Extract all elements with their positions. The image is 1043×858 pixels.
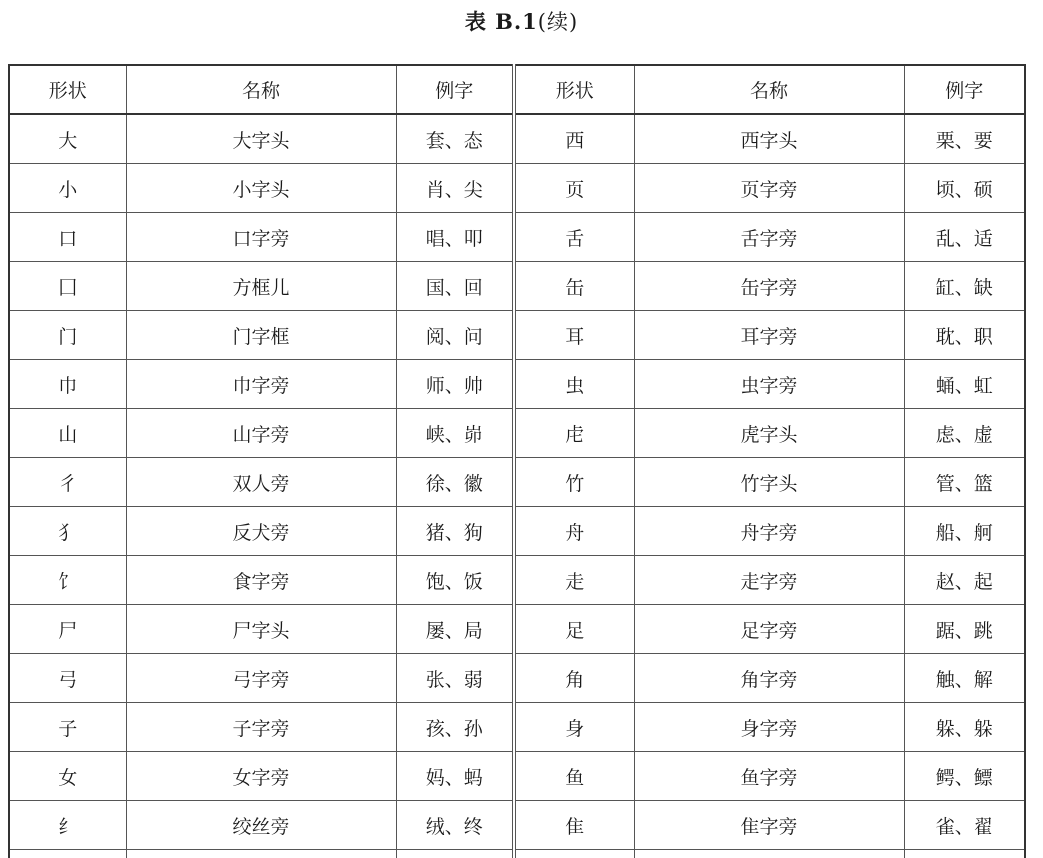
table-caption-continued: (续)	[538, 10, 578, 34]
cell-name-left: 弓字旁	[126, 654, 396, 703]
cell-name-left: 子字旁	[126, 703, 396, 752]
cell-examples-left: 绒、终	[396, 801, 514, 850]
header-name-right: 名称	[634, 65, 904, 114]
cell-examples-right: 雀、翟	[904, 801, 1025, 850]
table-header	[9, 65, 1025, 114]
cell-examples-right: 踞、跳	[904, 605, 1025, 654]
cell-shape-right: 舌	[514, 213, 634, 262]
cell-examples-left: 屡、局	[396, 605, 514, 654]
cell-shape-left: 饣	[9, 556, 126, 605]
cell-name-right: 西字头	[634, 114, 904, 164]
table-caption-number: 表 B.1	[465, 9, 538, 34]
cell-name-right: 身字旁	[634, 703, 904, 752]
cell-examples-right: 赵、起	[904, 556, 1025, 605]
cell-examples-left: 张、弱	[396, 654, 514, 703]
header-name-left: 名称	[126, 65, 396, 114]
cell-name-left: 山字旁	[126, 409, 396, 458]
cell-shape-left: 弓	[9, 654, 126, 703]
cell-name-right: 虎字头	[634, 409, 904, 458]
cell-examples-right: 顷、硕	[904, 164, 1025, 213]
cell-shape-right: 足	[514, 605, 634, 654]
table-row	[9, 360, 1025, 409]
cell-name-left: 大字头	[126, 114, 396, 164]
table-row	[9, 114, 1025, 164]
cell-shape-right: 虫	[514, 360, 634, 409]
cell-shape-right: 缶	[514, 262, 634, 311]
cell-examples-right: 栗、要	[904, 114, 1025, 164]
cell-examples-left: 猪、狗	[396, 507, 514, 556]
radical-table	[8, 64, 1026, 858]
cell-name-left: 尸字头	[126, 605, 396, 654]
cell-name-left: 口字旁	[126, 213, 396, 262]
table-row	[9, 213, 1025, 262]
cell-name-right: 鱼字旁	[634, 752, 904, 801]
table-row	[9, 703, 1025, 752]
cell-examples-right: 管、篮	[904, 458, 1025, 507]
table-row	[9, 164, 1025, 213]
cell-examples-right: 触、解	[904, 654, 1025, 703]
cell-examples-right: 蛹、虹	[904, 360, 1025, 409]
cell-examples-right: 鳄、鳔	[904, 752, 1025, 801]
cell-shape-left: 门	[9, 311, 126, 360]
cell-shape-right: 耳	[514, 311, 634, 360]
cell-name-right: 页字旁	[634, 164, 904, 213]
cell-shape-left: 口	[9, 213, 126, 262]
cell-examples-left: 孩、孙	[396, 703, 514, 752]
table-row	[9, 752, 1025, 801]
cell-name-right: 隹字旁	[634, 801, 904, 850]
cell-name-left: 小字头	[126, 164, 396, 213]
cell-examples-left: 唱、叩	[396, 213, 514, 262]
cell-examples-left: 妈、蚂	[396, 752, 514, 801]
table-row	[9, 409, 1025, 458]
cell-shape-left: 山	[9, 409, 126, 458]
header-examples-left: 例字	[396, 65, 514, 114]
cell-name-right: 虫字旁	[634, 360, 904, 409]
cell-shape-right: 西	[514, 114, 634, 164]
cell-shape-left: 囗	[9, 262, 126, 311]
cell-examples-right: 船、舸	[904, 507, 1025, 556]
table-body	[9, 114, 1025, 858]
cell-shape-right: 舟	[514, 507, 634, 556]
header-row	[9, 65, 1025, 114]
cell-shape-right: 虍	[514, 409, 634, 458]
cell-examples-right: 虑、虚	[904, 409, 1025, 458]
cell-shape-right: 身	[514, 703, 634, 752]
cell-examples-right: 乱、适	[904, 213, 1025, 262]
cell-name-right: 足字旁	[634, 605, 904, 654]
table-row	[9, 605, 1025, 654]
cell-shape-right: 走	[514, 556, 634, 605]
cell-name-right: 走字旁	[634, 556, 904, 605]
cell-name-left: 反犬旁	[126, 507, 396, 556]
cell-name-right: 耳字旁	[634, 311, 904, 360]
header-examples-right: 例字	[904, 65, 1025, 114]
cell-name-left: 方框儿	[126, 262, 396, 311]
cell-shape-right: 竹	[514, 458, 634, 507]
cell-examples-left: 肖、尖	[396, 164, 514, 213]
cell-shape-left: 彳	[9, 458, 126, 507]
cell-name-right: 舌字旁	[634, 213, 904, 262]
cell-name-left: 绞丝旁	[126, 801, 396, 850]
cell-name-left: 女字旁	[126, 752, 396, 801]
cell-examples-left: 峡、峁	[396, 409, 514, 458]
cell-shape-right: 页	[514, 164, 634, 213]
cell-examples-left: 国、回	[396, 262, 514, 311]
cell-examples-right: 耽、职	[904, 311, 1025, 360]
cell-examples-left: 师、帅	[396, 360, 514, 409]
table-row	[9, 507, 1025, 556]
cell-shape-right: 鱼	[514, 752, 634, 801]
cell-shape-left: 小	[9, 164, 126, 213]
table-caption	[0, 6, 1043, 36]
cell-examples-left: 套、态	[396, 114, 514, 164]
cell-name-left: 门字框	[126, 311, 396, 360]
header-shape-left: 形状	[9, 65, 126, 114]
cell-shape-left: 巾	[9, 360, 126, 409]
cell-name-right: 竹字头	[634, 458, 904, 507]
cell-shape-right: 角	[514, 654, 634, 703]
cell-examples-right: 躲、躲	[904, 703, 1025, 752]
cell-name-left: 食字旁	[126, 556, 396, 605]
cell-name-right: 缶字旁	[634, 262, 904, 311]
cell-name-left: 巾字旁	[126, 360, 396, 409]
cell-shape-right: 隹	[514, 801, 634, 850]
cell-examples-left: 徐、徽	[396, 458, 514, 507]
header-shape-right: 形状	[514, 65, 634, 114]
cell-shape-left: 大	[9, 114, 126, 164]
cell-shape-left: 尸	[9, 605, 126, 654]
cell-name-right: 角字旁	[634, 654, 904, 703]
table-row	[9, 801, 1025, 850]
cell-name-left: 双人旁	[126, 458, 396, 507]
cell-examples-left: 阅、问	[396, 311, 514, 360]
cell-name-right: 舟字旁	[634, 507, 904, 556]
cell-examples-left: 饱、饭	[396, 556, 514, 605]
table-row	[9, 654, 1025, 703]
cell-shape-left: 犭	[9, 507, 126, 556]
table-row	[9, 311, 1025, 360]
table-row	[9, 458, 1025, 507]
cell-shape-left: 子	[9, 703, 126, 752]
cell-shape-left: 纟	[9, 801, 126, 850]
table-row	[9, 262, 1025, 311]
cell-examples-right: 缸、缺	[904, 262, 1025, 311]
cell-shape-left: 女	[9, 752, 126, 801]
table-row	[9, 556, 1025, 605]
